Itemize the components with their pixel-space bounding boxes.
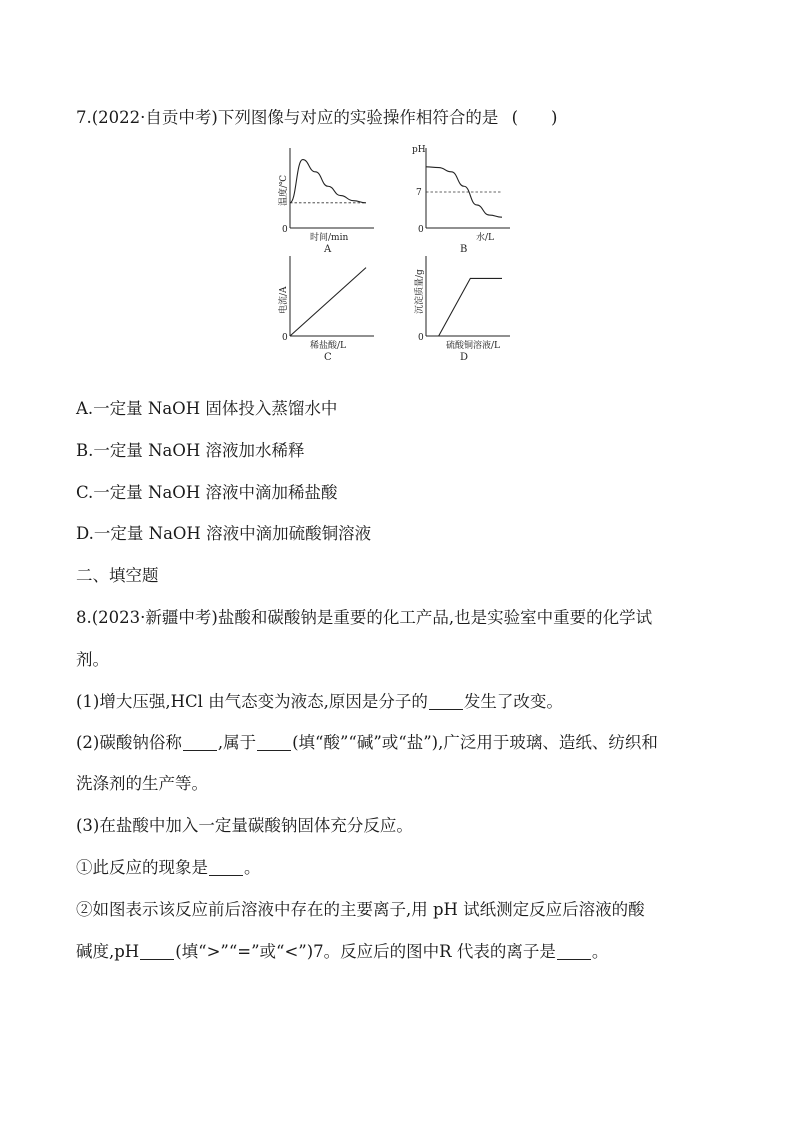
x-axis-label: 时间/min [310,233,349,243]
q7-option-a: A.一定量 NaOH 固体投入蒸馏水中 [76,399,338,418]
answer-blank[interactable] [183,732,217,751]
section-title: 二、填空题 [76,566,159,585]
answer-blank[interactable] [429,691,463,710]
q8-part2: (2)碳酸钠俗称 ,属于 (填“酸”“碱”或“盐”),广泛用于玻璃、造纸、纺织和 [76,733,658,752]
q8-part3-1: ①此反应的现象是 。 [76,858,261,877]
answer-blank[interactable] [140,941,174,960]
q8-part3: (3)在盐酸中加入一定量碳酸钠固体充分反应。 [76,816,413,835]
y-axis-label: pH [412,145,426,155]
q7-stem: 7.(2022·自贡中考)下列图像与对应的实验操作相符合的是 ( ) [76,108,558,127]
y-tick-label: 7 [416,188,422,198]
series-line [426,278,502,336]
q7-option-c: C.一定量 NaOH 溶液中滴加稀盐酸 [76,483,338,502]
origin-label: 0 [418,225,424,235]
q7-option-b: B.一定量 NaOH 溶液加水稀释 [76,441,305,460]
origin-label: 0 [282,225,288,235]
q7-charts [270,140,530,372]
y-axis-label: 电流/A [279,286,289,314]
x-axis-label: 硫酸铜溶液/L [446,341,501,351]
q8-part1: (1)增大压强,HCl 由气态变为液态,原因是分子的 发生了改变。 [76,692,563,711]
series-line [290,268,366,336]
y-axis-label: 温度/℃ [279,174,289,206]
chart-label: C [324,352,332,363]
q8-part3-2-cont: 碱度,pH (填“>”“=”或“<”)7。反应后的图中R 代表的离子是 。 [76,942,609,961]
x-axis-label: 水/L [476,233,495,243]
series-line [290,160,366,203]
origin-label: 0 [418,333,424,343]
answer-blank[interactable] [209,857,243,876]
chart-label: B [460,244,468,255]
chart-label: D [460,352,469,363]
answer-blank[interactable] [557,941,591,960]
answer-blank[interactable] [257,732,291,751]
q7-option-d: D.一定量 NaOH 溶液中滴加硫酸铜溶液 [76,524,372,543]
q8-stem: 8.(2023·新疆中考)盐酸和碳酸钠是重要的化工产品,也是实验室中重要的化学试 [76,608,653,627]
origin-label: 0 [282,333,288,343]
y-axis-label: 沉淀质量/g [415,269,425,314]
q8-part3-2: ②如图表示该反应前后溶液中存在的主要离子,用 pH 试纸测定反应后溶液的酸 [76,900,645,919]
q8-stem-cont: 剂。 [76,650,109,669]
chart-label: A [324,244,332,255]
x-axis-label: 稀盐酸/L [310,341,347,351]
q8-part2-cont: 洗涤剂的生产等。 [76,774,208,793]
